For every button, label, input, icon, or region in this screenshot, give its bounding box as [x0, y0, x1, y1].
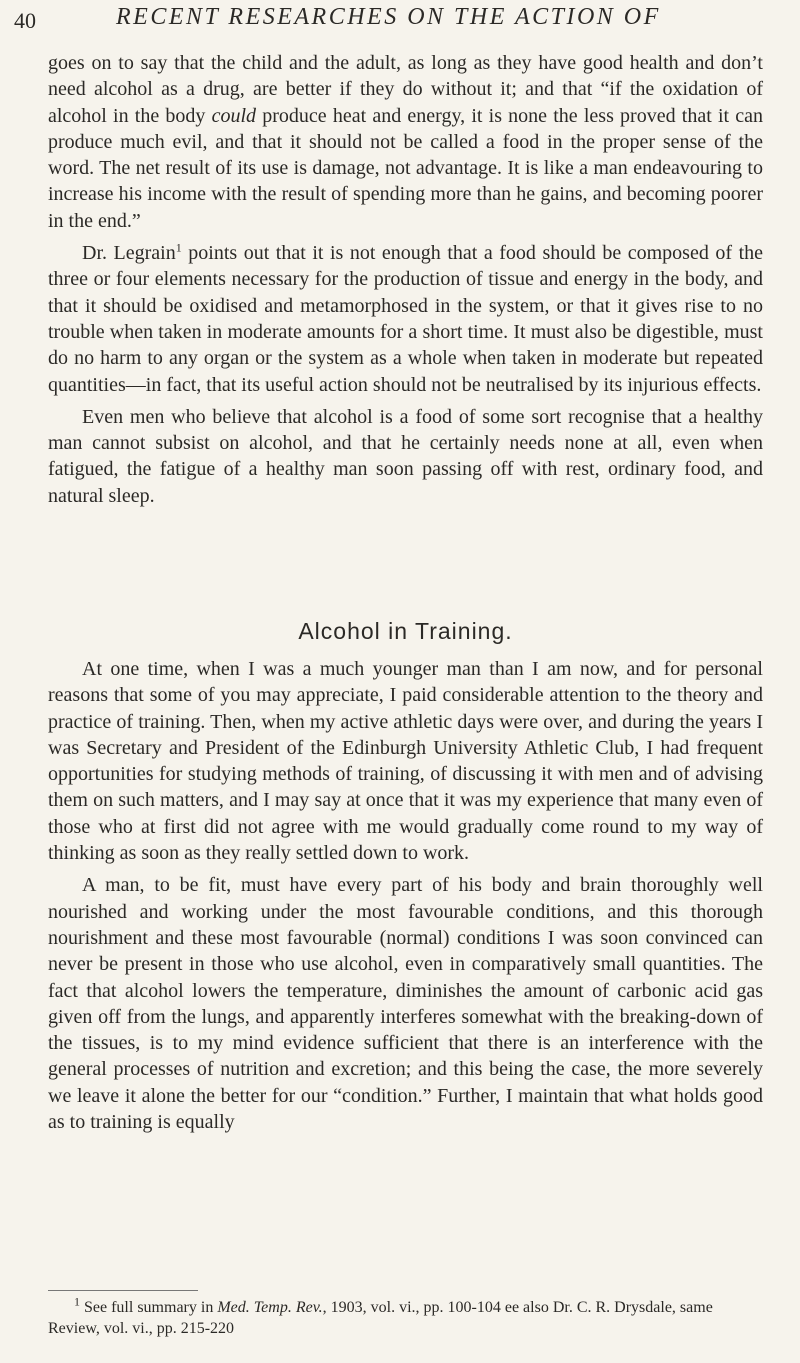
- page-number: 40: [14, 8, 36, 33]
- footnote-mark: 1: [74, 1294, 80, 1309]
- paragraph-even-men: Even men who believe that alcohol is a food of some sort recognise that a healthy man cannot subsist on alcohol, and that he certainly needs none at all, even when fatigued, the fatigue of a healthy man soon passing off with rest, ordinary food, and natural sleep.: [48, 405, 763, 507]
- footnote-text-after: , 1903, vol. vi., pp. 100-104 ee also Dr. C. R. Drysdale, same Review, vol. vi., pp. 215-220: [48, 1299, 713, 1337]
- page-header: [14, 2, 780, 42]
- paragraph-training-1: At one time, when I was a much younger man than I am now, and for personal reasons that some of you may appreciate, I paid considerable attention to the theory and practice of training. Then, when my active athletic days were over, and during the years I was Secretary and President of the Edinburgh University Athletic Club, I had frequent opportunities for studying methods of training, of discussing it with men and of advising them on such matters, and I may say at once that it was my experience that many even of those who at first did not agree with me would gradually come round to my way of thinking as soon as they really settled down to work.: [48, 658, 763, 865]
- section-heading: Alcohol in Training.: [298, 618, 513, 644]
- emphasis: could: [211, 104, 257, 127]
- footnote-divider: [48, 1290, 198, 1291]
- body-text-bottom: [48, 656, 763, 1135]
- footnotes: [48, 1294, 763, 1339]
- footnote-text-before: See full summary in: [80, 1299, 218, 1316]
- footnote-1: [48, 1294, 763, 1339]
- paragraph-text: points out that it is not enough that a food should be composed of the three or four elements necessary for the production of tissue and energy in the body, and that it should be oxidised and metamorphosed in the system, or that it gives rise to no trouble when taken in moderate amounts for a short time. It must also be digestible, must do no harm to any organ or the system as a whole when taken in moderate but repeated quantities—in fact, that its useful action should not be neutralised by its injurious effects.: [48, 242, 764, 396]
- footnote-journal: Med. Temp. Rev.: [217, 1299, 323, 1316]
- body-text-top: [48, 50, 763, 509]
- running-head: RECENT RESEARCHES ON THE ACTION OF: [116, 4, 661, 30]
- paragraph-continuation: goes on to say that the child and the adult, as long as they have good health and don’t need alcohol as a drug, are better if they do without it; and that “if the oxidation of alcohol in the body could produce heat and energy, it is none the less proved that it can produce much evil, and that it should not be called a food in the proper sense of the word. The net result of its use is damage, not advantage. It is like a man endeavouring to increase his income with the result of spending more than he gains, and becoming poorer in the end.”: [48, 52, 763, 232]
- paragraph-training-2: A man, to be fit, must have every part of his body and brain thoroughly well nourished and working under the most favourable conditions, and this thorough nourishment and these most favourable (normal) conditions I was soon convinced can never be present in those who use alcohol, even in comparatively small quantities. The fact that alcohol lowers the temperature, diminishes the amount of carbonic acid gas given off from the lungs, and apparently interferes somewhat with the breaking-down of the tissues, is to my mind evidence sufficient that there is an interference with the general processes of nutrition and excretion; and this being the case, the more severely we leave it alone the better for our “condition.” Further, I maintain that what holds good as to training is equally: [48, 874, 763, 1134]
- paragraph-lead: Dr. Legrain: [82, 242, 176, 265]
- paragraph-legrain: [48, 240, 763, 398]
- footnote-reference: 1: [175, 240, 182, 255]
